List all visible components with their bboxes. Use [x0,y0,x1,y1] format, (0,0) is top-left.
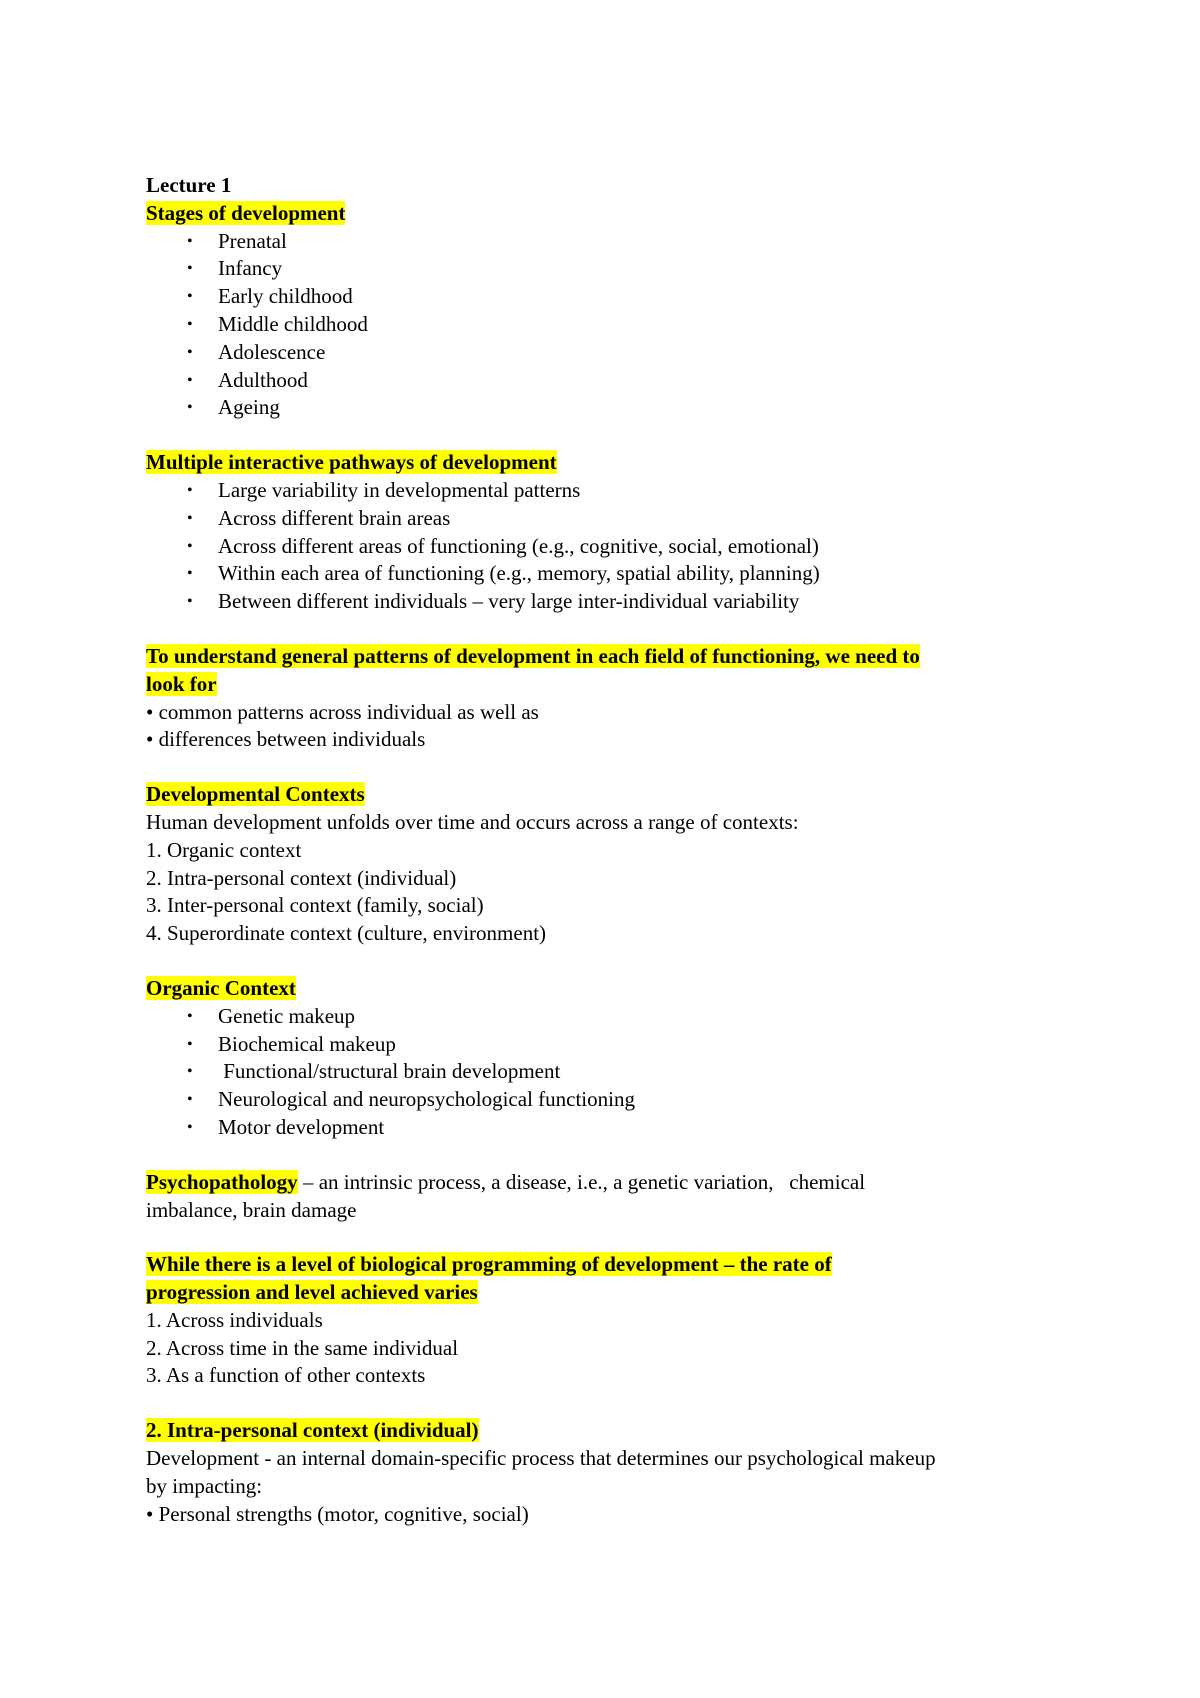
list-item: • Adulthood [146,367,1076,395]
section-intrapersonal [146,1417,1076,1528]
list-item: • Functional/structural brain development [146,1058,1076,1086]
organic-heading: Organic Context [146,975,296,1000]
spacer [146,754,1076,781]
psychopathology-term: Psychopathology [146,1169,298,1194]
list-item: • Genetic makeup [146,1003,1076,1031]
contexts-line: 1. Organic context [146,837,302,862]
bullet-icon: • [187,399,193,417]
contexts-line: 3. Inter-personal context (family, social) [146,893,484,918]
list-item: • Within each area of functioning (e.g., memory, spatial ability, planning) [146,560,1076,588]
bullet-icon: • [187,565,193,583]
section-contexts [146,781,1076,948]
lecture-title: Lecture 1 [146,173,232,197]
bullet-icon: • [187,343,193,361]
intrapersonal-line: Development - an internal domain-specific process that determines our psychological makeup [146,1446,936,1471]
contexts-line: 2. Intra-personal context (individual) [146,865,457,890]
section-pathways [146,449,1076,616]
stages-heading: Stages of development [146,200,346,225]
contexts-intro: Human development unfolds over time and occurs across a range of contexts: [146,809,799,834]
list-item: • Biochemical makeup [146,1031,1076,1059]
list-item: • Across different brain areas [146,505,1076,533]
biological-line: 2. Across time in the same individual [146,1335,459,1360]
bullet-icon: • [187,537,193,555]
document-page [146,172,1076,1528]
understand-line: • differences between individuals [146,727,426,752]
list-item: • Infancy [146,255,1076,283]
list-item: • Early childhood [146,283,1076,311]
bullet-icon: • [187,288,193,306]
intrapersonal-line: by impacting: [146,1473,263,1498]
list-item: • Between different individuals – very large inter-individual variability [146,588,1076,616]
spacer [146,616,1076,643]
bullet-icon: • [187,1063,193,1081]
spacer [146,1224,1076,1251]
bullet-icon: • [187,1091,193,1109]
intrapersonal-heading: 2. Intra-personal context (individual) [146,1418,479,1443]
intrapersonal-line: • Personal strengths (motor, cognitive, social) [146,1501,529,1526]
contexts-line: 4. Superordinate context (culture, environment) [146,921,547,946]
spacer [146,422,1076,449]
bullet-icon: • [187,1007,193,1025]
psychopathology-definition-cont: imbalance, brain damage [146,1197,357,1222]
section-organic [146,975,1076,1142]
psychopathology-definition: – an intrinsic process, a disease, i.e., a genetic variation, chemical [297,1169,866,1194]
list-item: • Prenatal [146,228,1076,256]
bullet-icon: • [187,232,193,250]
stages-list [146,228,1076,423]
list-item: • Motor development [146,1114,1076,1142]
spacer [146,948,1076,975]
section-stages [146,200,1076,422]
bullet-icon: • [187,371,193,389]
bullet-icon: • [187,481,193,499]
bullet-icon: • [187,1035,193,1053]
spacer [146,1142,1076,1169]
biological-line: 1. Across individuals [146,1307,323,1332]
list-item: • Neurological and neuropsychological functioning [146,1086,1076,1114]
contexts-heading: Developmental Contexts [146,782,365,807]
bullet-icon: • [187,509,193,527]
section-understand [146,643,1076,754]
bullet-icon: • [187,260,193,278]
list-item: • Middle childhood [146,311,1076,339]
understand-heading-line2: look for [146,671,217,696]
biological-heading-line2: progression and level achieved varies [146,1280,478,1305]
biological-heading-line1: While there is a level of biological programming of development – the rate of [146,1252,832,1277]
spacer [146,1390,1076,1417]
list-item: • Ageing [146,394,1076,422]
pathways-heading: Multiple interactive pathways of development [146,450,557,475]
understand-line: • common patterns across individual as well as [146,699,539,724]
list-item: • Adolescence [146,339,1076,367]
biological-line: 3. As a function of other contexts [146,1363,426,1388]
list-item: • Across different areas of functioning (e.g., cognitive, social, emotional) [146,533,1076,561]
section-psychopathology [146,1169,1076,1225]
organic-list [146,1003,1076,1142]
pathways-list [146,477,1076,616]
bullet-icon: • [187,1118,193,1136]
bullet-icon: • [187,315,193,333]
understand-heading-line1: To understand general patterns of development in each field of functioning, we need to [146,643,920,668]
list-item: • Large variability in developmental patterns [146,477,1076,505]
bullet-icon: • [187,593,193,611]
section-biological [146,1251,1076,1390]
